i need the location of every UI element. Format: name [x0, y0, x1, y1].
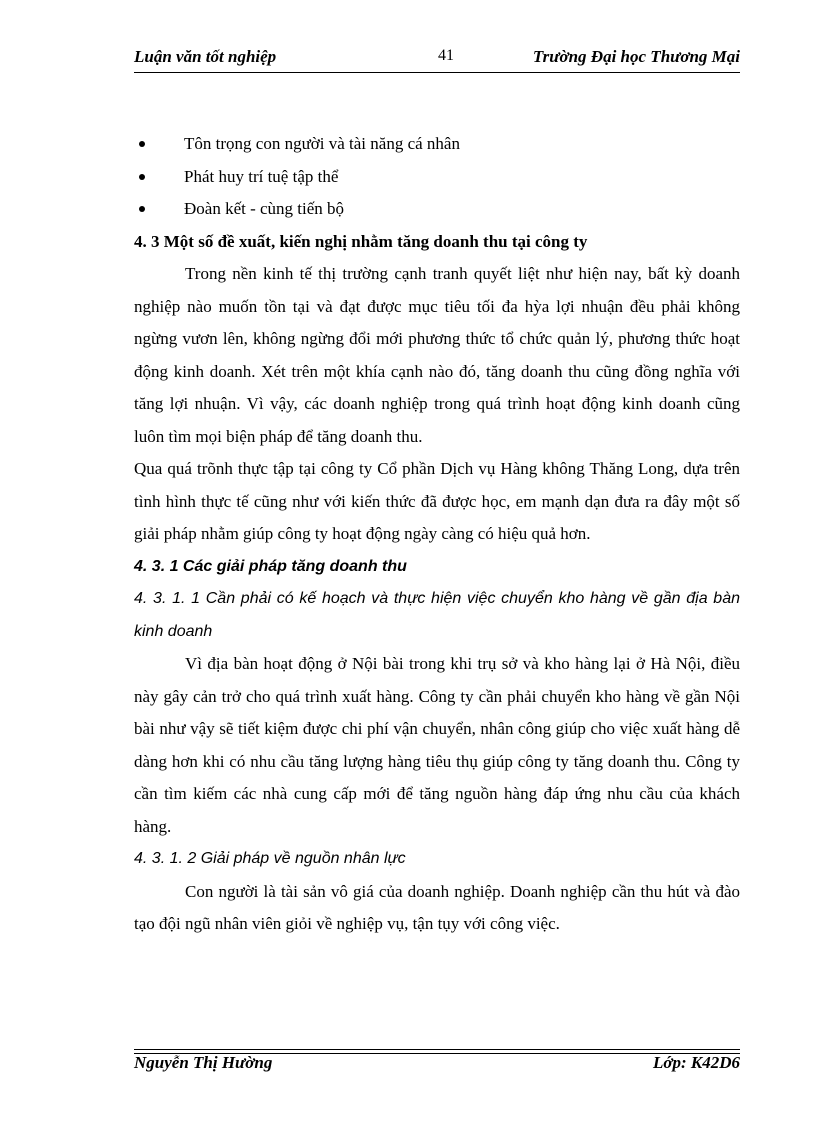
bullet-item: Đoàn kết - cùng tiến bộ: [134, 193, 740, 226]
header-thesis-title: Luận văn tốt nghiệp: [134, 47, 277, 66]
bullet-icon: [139, 206, 145, 212]
subsection-heading: 4. 3. 1 Các giải pháp tăng doanh thu: [134, 557, 407, 575]
footer-class: Lớp: K42D6: [652, 1053, 740, 1072]
footer-rule-thick: [134, 1049, 740, 1050]
bullet-item: Phát huy trí tuệ tập thể: [134, 161, 740, 194]
paragraph-warehouse: Vì địa bàn hoạt động ở Nội bài trong khi trụ sở và kho hàng lại ở Hà Nội, điều này gây cản trở cho quá trình xuất hàng. Công ty cần phải chuyển kho hàng về gần Nội bài như vậy sẽ tiết kiệm được chi phí vận chuyển, nhân công giúp cho việc xuất hàng dễ dàng hơn khi có nhu cầu tăng lượng hàng tiêu thụ giúp công ty tăng doanh thu. Công ty cần tìm kiếm các nhà cung cấp mới để tăng nguồn hàng đáp ứng nhu cầu của khách hàng.: [134, 654, 740, 836]
paragraph-internship: Qua quá trõnh thực tập tại công ty Cổ phần Dịch vụ Hàng không Thăng Long, dựa trên tình hình thực tế cũng như với kiến thức đã được học, em mạnh dạn đưa ra đây một số giải pháp nhằm giúp công ty hoạt động ngày càng có hiệu quả hơn.: [134, 459, 740, 543]
bullet-icon: [139, 174, 145, 180]
page-header: [134, 47, 740, 71]
document-body: [134, 128, 740, 941]
bullet-item: Tôn trọng con người và tài năng cá nhân: [134, 128, 740, 161]
paragraph-hr: Con người là tài sản vô giá của doanh nghiệp. Doanh nghiệp cần thu hút và đào tạo đội ngũ nhân viên giỏi về nghiệp vụ, tận tụy với công việc.: [134, 881, 740, 933]
subsubsection-heading-hr: 4. 3. 1. 2 Giải pháp về nguồn nhân lực: [134, 850, 406, 867]
subsubsection-heading-warehouse: 4. 3. 1. 1 Cần phải có kế hoạch và thực hiện việc chuyển kho hàng về gần địa bàn kinh doanh: [134, 590, 740, 640]
bullet-icon: [139, 141, 145, 147]
section-heading: 4. 3 Một số đề xuất, kiến nghị nhằm tăng doanh thu tại công ty: [134, 231, 588, 251]
footer-author: Nguyễn Thị Hường: [134, 1053, 273, 1072]
header-rule: [134, 72, 740, 73]
paragraph-intro: Trong nền kinh tế thị trường cạnh tranh quyết liệt như hiện nay, bất kỳ doanh nghiệp nào muốn tồn tại và đạt được mục tiêu tối đa hỳa lợi nhuận đều phải không ngừng vươn lên, không ngừng đổi mới phương thức tổ chức quản lý, phương thức hoạt động kinh doanh. Xét trên một khía cạnh nào đó, tăng doanh thu cũng đồng nghĩa với tăng lợi nhuận. Vì vậy, các doanh nghiệp trong quá trình hoạt động kinh doanh cũng luôn tìm mọi biện pháp để tăng doanh thu.: [134, 264, 740, 446]
page-number: 41: [438, 47, 454, 64]
page-footer: [134, 1053, 740, 1079]
header-university: Trường Đại học Thương Mại: [532, 47, 740, 66]
